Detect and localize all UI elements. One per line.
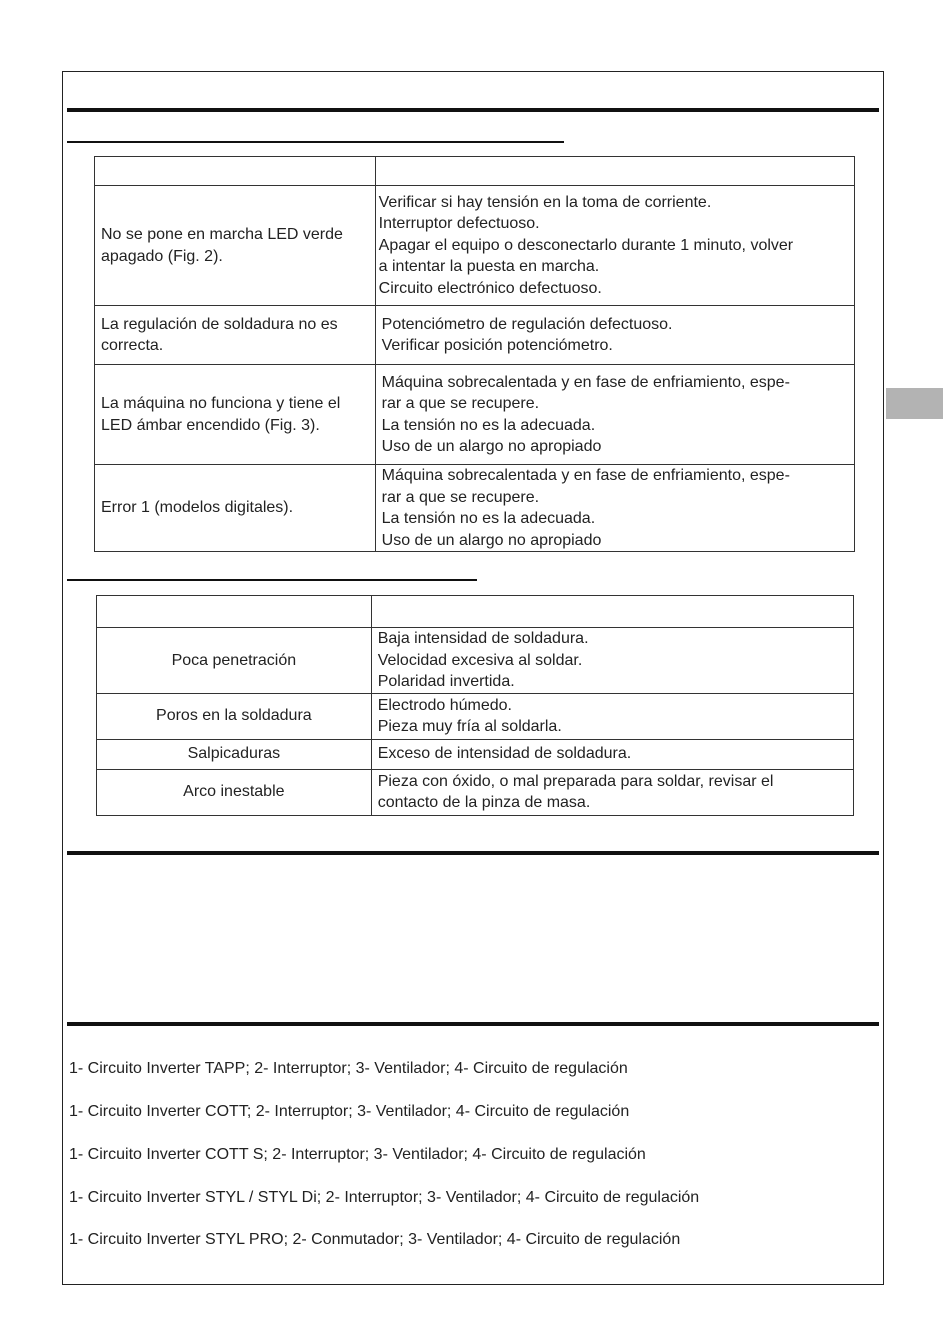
table-row bbox=[95, 365, 855, 465]
cause-cell bbox=[371, 769, 853, 815]
cause-line: Uso de un alargo no apropiado bbox=[381, 531, 602, 549]
cause-line: Pieza muy fría al soldarla. bbox=[377, 718, 562, 735]
table-row bbox=[97, 769, 854, 815]
side-section-tab bbox=[886, 388, 943, 419]
parts-list-item: 1- Circuito Inverter STYL / STYL Di; 2- Interruptor; 3- Ventilador; 4- Circuito de regulación bbox=[69, 1189, 700, 1206]
cause-line: Verificar si hay tensión en la toma de corriente. bbox=[378, 193, 712, 211]
cause-line: Apagar el equipo o desconectarlo durante 1 minuto, volver bbox=[378, 236, 794, 254]
cause-line: Exceso de intensidad de soldadura. bbox=[377, 745, 632, 763]
cause-cell bbox=[375, 186, 854, 306]
subsection-rule-1 bbox=[67, 141, 564, 143]
cause-line: rar a que se recupere. bbox=[381, 395, 540, 412]
header-cell-cause bbox=[375, 157, 854, 186]
troubleshooting-table-welding bbox=[96, 595, 854, 816]
parts-list-item: 1- Circuito Inverter COTT; 2- Interruptor; 3- Ventilador; 4- Circuito de regulación bbox=[69, 1103, 630, 1120]
cause-line: Máquina sobrecalentada y en fase de enfriamiento, espe- bbox=[381, 373, 790, 391]
table-row bbox=[95, 465, 855, 552]
cause-line: Electrodo húmedo. bbox=[377, 696, 512, 714]
cause-cell bbox=[375, 365, 854, 465]
cause-line: Verificar posición potenciómetro. bbox=[381, 337, 613, 354]
cause-line: a intentar la puesta en marcha. bbox=[378, 258, 600, 276]
cause-line: Potenciómetro de regulación defectuoso. bbox=[381, 315, 673, 333]
cause-cell bbox=[371, 693, 853, 739]
cause-cell bbox=[371, 628, 853, 694]
header-cell-cause bbox=[371, 596, 853, 628]
problem-cell: La máquina no funciona y tiene el LED ámbar encendido (Fig. 3). bbox=[95, 365, 376, 465]
cause-cell bbox=[375, 465, 854, 552]
cause-line: La tensión no es la adecuada. bbox=[381, 510, 596, 527]
problem-cell: Arco inestable bbox=[97, 769, 372, 815]
problem-cell: Poros en la soldadura bbox=[97, 693, 372, 739]
cause-line: Interruptor defectuoso. bbox=[378, 215, 540, 233]
problem-cell: Salpicaduras bbox=[97, 739, 372, 769]
cause-cell bbox=[371, 739, 853, 769]
table-row bbox=[97, 739, 854, 769]
header-cell-problem bbox=[97, 596, 372, 628]
problem-cell: No se pone en marcha LED verde apagado (Fig. 2). bbox=[95, 186, 376, 306]
parts-list-item: 1- Circuito Inverter COTT S; 2- Interruptor; 3- Ventilador; 4- Circuito de regulación bbox=[69, 1146, 646, 1163]
cause-line: La tensión no es la adecuada. bbox=[381, 416, 596, 434]
table-row bbox=[95, 306, 855, 365]
troubleshooting-table-machine bbox=[94, 156, 855, 552]
cause-cell bbox=[375, 306, 854, 365]
table-header-row bbox=[97, 596, 854, 628]
subsection-rule-2 bbox=[67, 579, 477, 581]
section-rule-lower bbox=[67, 1022, 879, 1026]
problem-cell: Error 1 (modelos digitales). bbox=[95, 465, 376, 552]
cause-line: Baja intensidad de soldadura. bbox=[377, 630, 589, 647]
table-row bbox=[97, 693, 854, 739]
table-row bbox=[95, 186, 855, 306]
cause-line: Polaridad invertida. bbox=[377, 673, 515, 690]
cause-line: Máquina sobrecalentada y en fase de enfriamiento, espe- bbox=[381, 467, 790, 484]
table-header-row bbox=[95, 157, 855, 186]
cause-line: Circuito electrónico defectuoso. bbox=[378, 279, 602, 297]
table-row bbox=[97, 628, 854, 694]
header-cell-problem bbox=[95, 157, 376, 186]
cause-line: Velocidad excesiva al soldar. bbox=[377, 651, 583, 669]
cause-line: Pieza con óxido, o mal preparada para soldar, revisar el bbox=[377, 772, 774, 790]
parts-list-item: 1- Circuito Inverter STYL PRO; 2- Conmutador; 3- Ventilador; 4- Circuito de regulación bbox=[69, 1231, 681, 1248]
cause-line: rar a que se recupere. bbox=[381, 488, 540, 506]
cause-line: contacto de la pinza de masa. bbox=[377, 794, 591, 811]
parts-list-item: 1- Circuito Inverter TAPP; 2- Interruptor; 3- Ventilador; 4- Circuito de regulación bbox=[69, 1060, 628, 1077]
problem-cell: Poca penetración bbox=[97, 628, 372, 694]
cause-line: Uso de un alargo no apropiado bbox=[381, 438, 602, 455]
section-rule-top bbox=[67, 108, 879, 112]
section-rule-middle bbox=[67, 851, 879, 855]
problem-cell: La regulación de soldadura no es correcta. bbox=[95, 306, 376, 365]
